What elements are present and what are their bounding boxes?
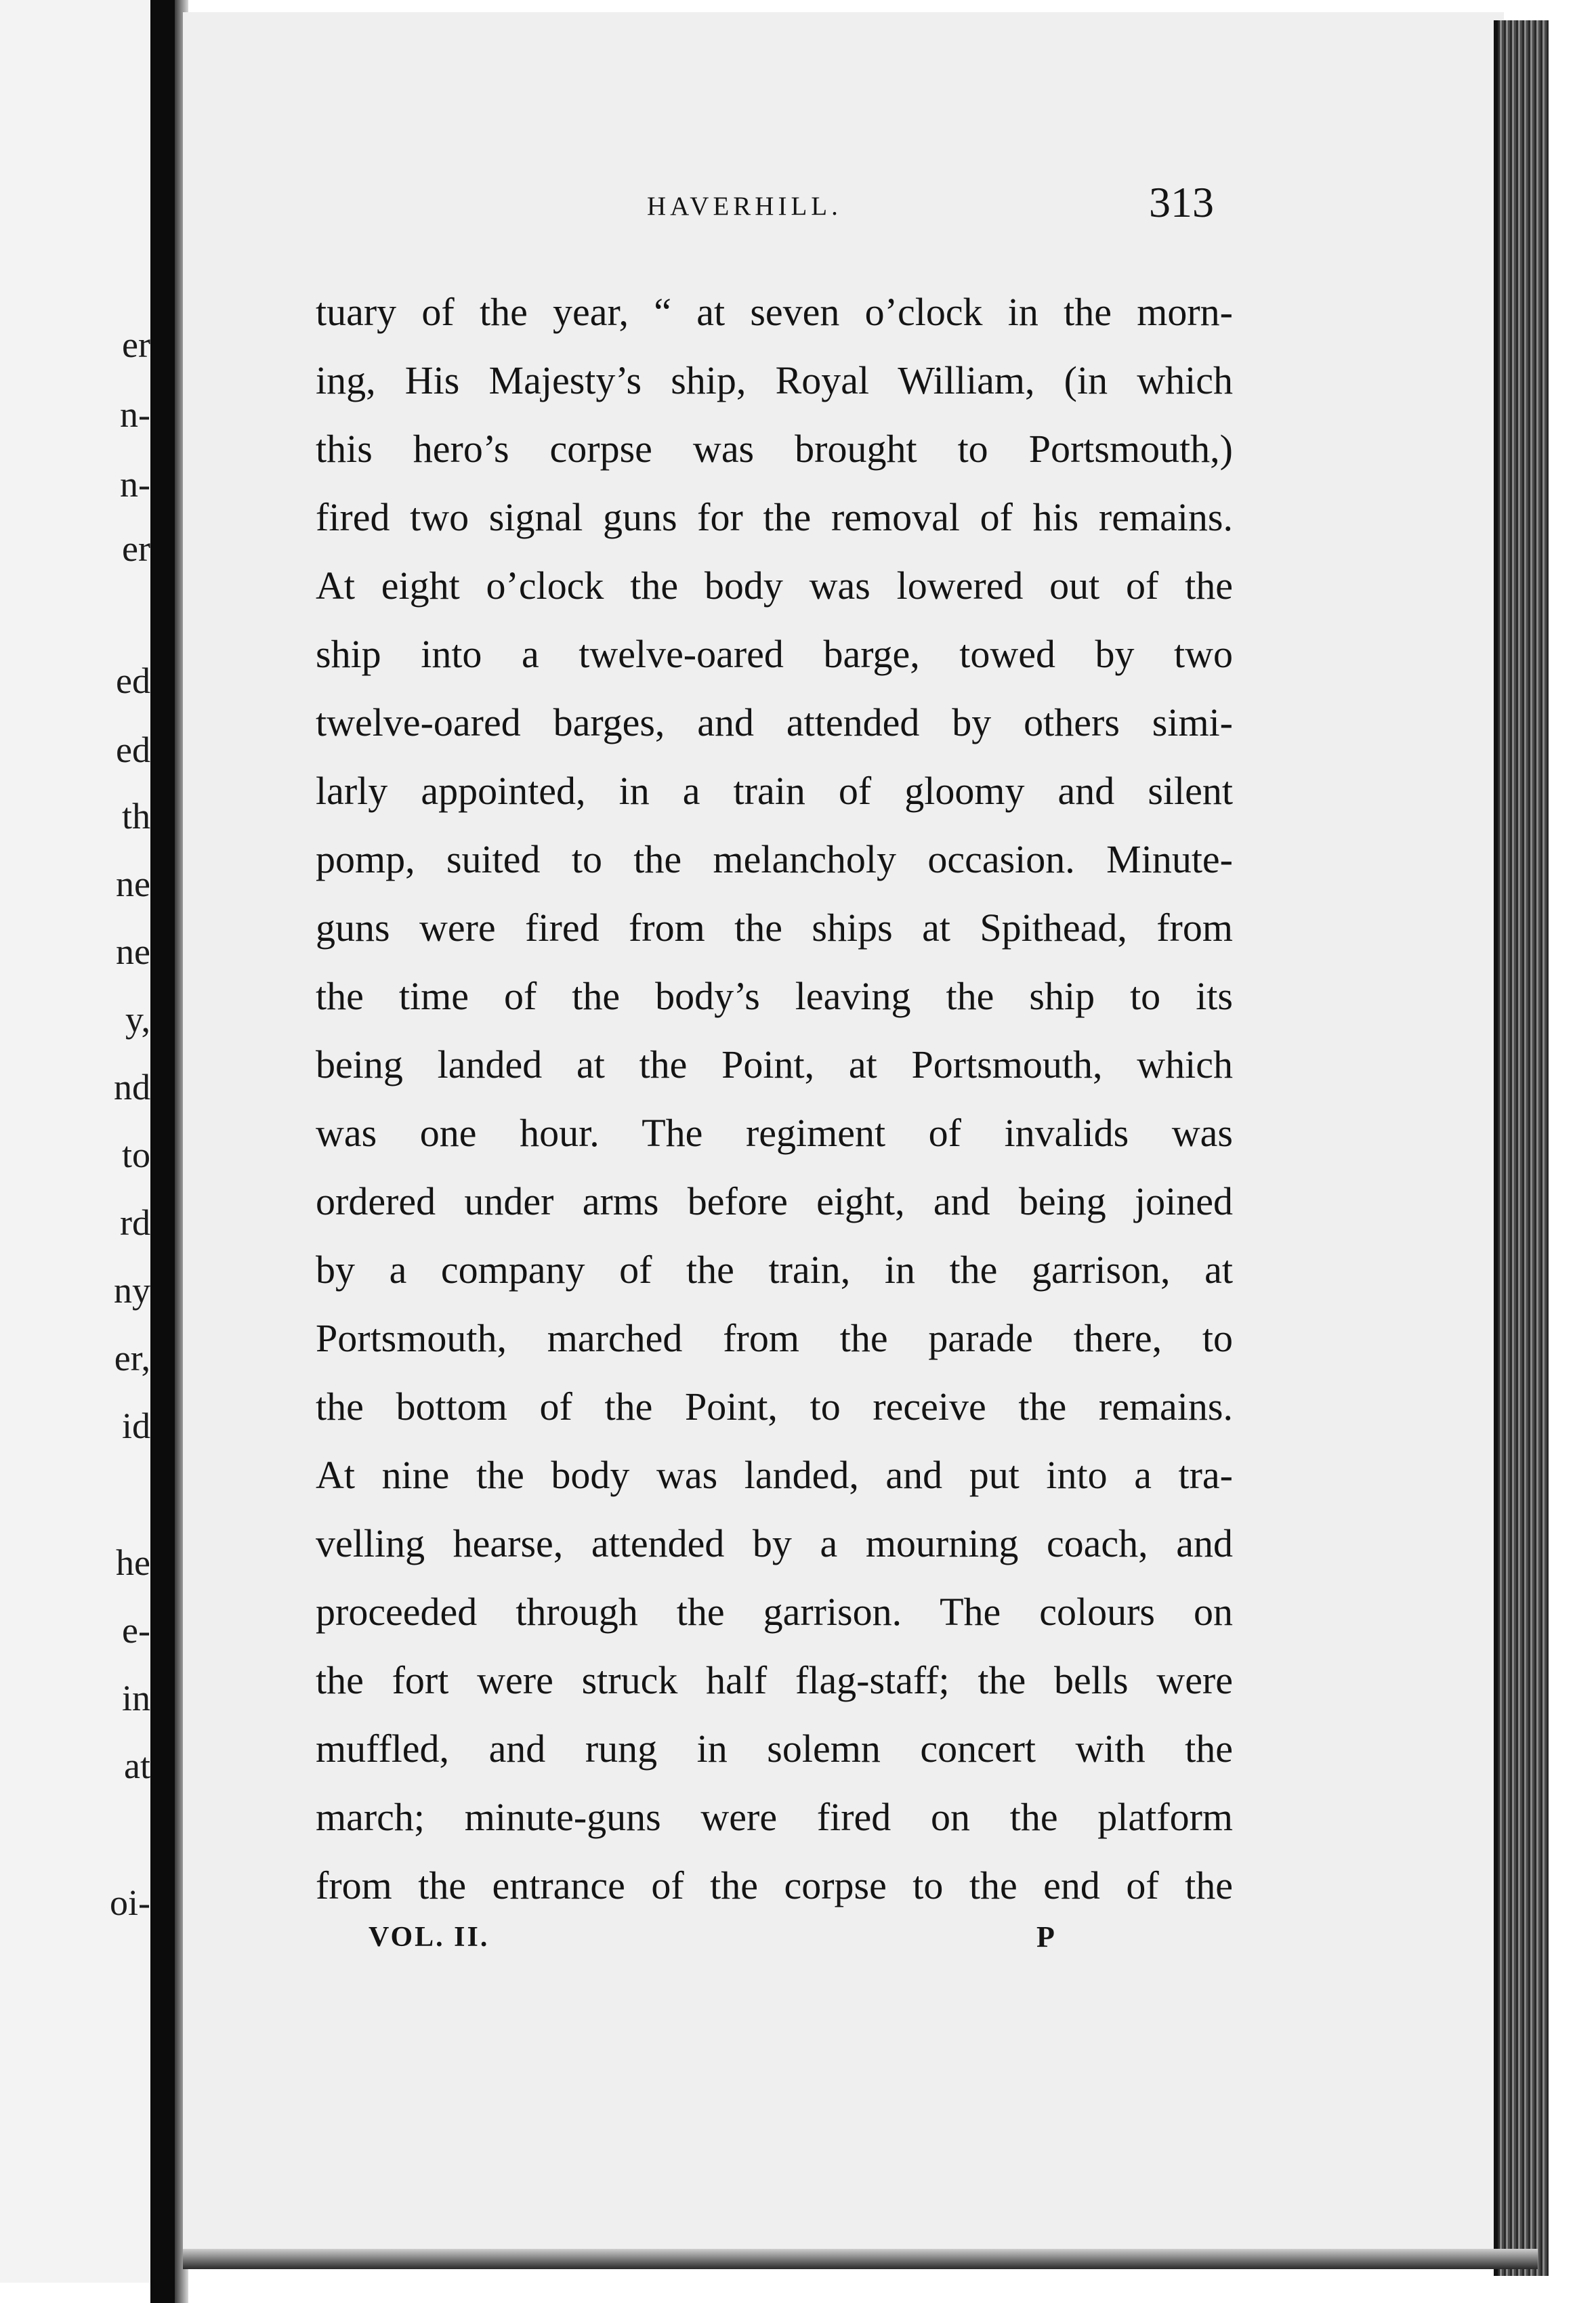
left-page-fragment: oi- [110, 1882, 150, 1923]
left-page-fragment: in [121, 1678, 150, 1718]
left-page-fragment: he [116, 1542, 150, 1583]
page-bottom-edge [183, 2249, 1538, 2269]
left-page-fragment: n- [120, 464, 150, 505]
text-line: ordered under arms before eight, and being joined [316, 1179, 1233, 1223]
volume-signature: VOL. II. [369, 1922, 490, 1953]
scan-margin [1549, 0, 1596, 2303]
text-line: guns were fired from the ships at Spithead, from [316, 906, 1233, 950]
left-page-fragment: ny [114, 1270, 150, 1311]
text-line: velling hearse, attended by a mourning coach, and [316, 1521, 1233, 1565]
text-line: At eight o’clock the body was lowered out of the [316, 564, 1233, 608]
text-line: by a company of the train, in the garrison, at [316, 1248, 1233, 1292]
left-page-fragment: ed [116, 730, 150, 770]
left-page-fragment: id [121, 1406, 150, 1446]
text-line: being landed at the Point, at Portsmouth, which [316, 1042, 1233, 1086]
text-line: proceeded through the garrison. The colours on [316, 1590, 1233, 1634]
text-line: this hero’s corpse was brought to Portsmouth,) [316, 427, 1233, 471]
left-page-fragment: th [121, 796, 150, 837]
text-line: fired two signal guns for the removal of his remains. [316, 495, 1233, 539]
left-page-fragment: y, [125, 999, 150, 1040]
page-edges [1494, 20, 1549, 2276]
left-page-fragment: ne [116, 931, 150, 972]
body-text [316, 278, 1233, 1920]
left-page-fragment: e- [122, 1610, 150, 1651]
text-line: the time of the body’s leaving the ship to its [316, 974, 1233, 1018]
text-line: At nine the body was landed, and put into a tra- [316, 1453, 1233, 1497]
left-page-fragment: n- [120, 394, 150, 435]
left-page-fragment: er, [114, 1338, 150, 1378]
text-line: from the entrance of the corpse to the end of the [316, 1863, 1233, 1907]
text-line: pomp, suited to the melancholy occasion. Minute- [316, 837, 1233, 881]
text-line: twelve-oared barges, and attended by others simi- [316, 700, 1233, 744]
left-page-fragment: ne [116, 864, 150, 904]
text-line: ship into a twelve-oared barge, towed by two [316, 632, 1233, 676]
left-page-fragment: er [122, 324, 150, 365]
left-page-fragment: to [121, 1135, 150, 1175]
text-line: the bottom of the Point, to receive the remains. [316, 1385, 1233, 1429]
text-line: Portsmouth, marched from the parade there, to [316, 1316, 1233, 1360]
previous-page-edge [0, 0, 154, 2283]
text-line: tuary of the year, “ at seven o’clock in the morn- [316, 290, 1233, 334]
text-line: muffled, and rung in solemn concert with the [316, 1727, 1233, 1771]
left-page-fragment: ed [116, 660, 150, 701]
left-page-fragment: nd [114, 1067, 150, 1107]
text-line: the fort were struck half flag-staff; the bells were [316, 1658, 1233, 1702]
text-line: march; minute-guns were fired on the platform [316, 1795, 1233, 1839]
running-head: HAVERHILL. [647, 192, 842, 221]
text-line: was one hour. The regiment of invalids was [316, 1111, 1233, 1155]
gathering-signature: P [1036, 1920, 1055, 1953]
left-page-fragment: er [122, 528, 150, 569]
left-page-fragment: rd [120, 1202, 150, 1243]
text-line: larly appointed, in a train of gloomy and silent [316, 769, 1233, 813]
left-page-fragment: at [124, 1746, 150, 1786]
text-line: ing, His Majesty’s ship, Royal William, (in which [316, 358, 1233, 402]
page-number: 313 [1149, 178, 1214, 226]
